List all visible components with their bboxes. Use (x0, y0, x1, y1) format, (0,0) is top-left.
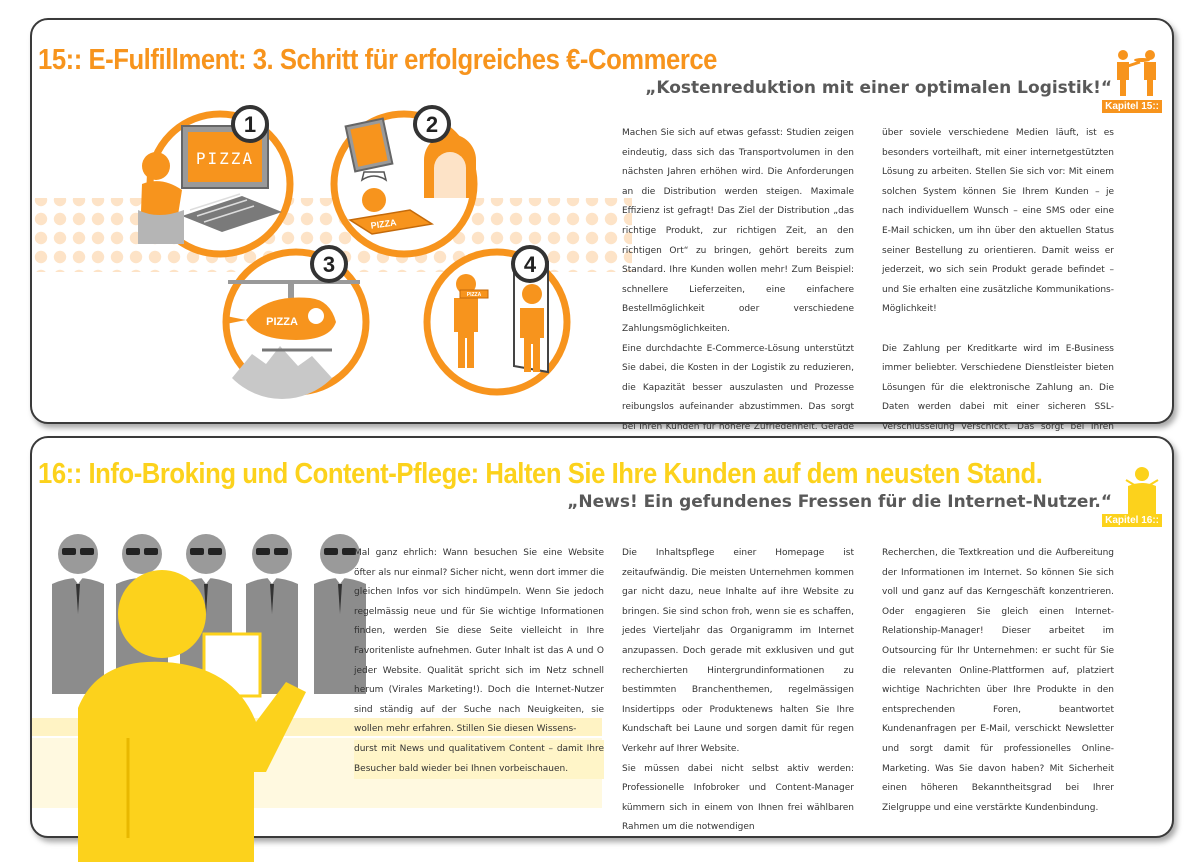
highlighted-paragraph: durst mit News und qualitativem Content – damit Ihre Besucher bald wieder bei Ihnen vorbeischauen. (354, 740, 604, 779)
reading-person-icon (1124, 466, 1160, 516)
door-pizza-label: PIZZA (466, 292, 482, 298)
chapter-16-label: Kapitel 16:: (1102, 514, 1162, 527)
chapter-15-panel (30, 18, 1174, 432)
chapter-16-quote: „News! Ein gefundenes Fressen für die Internet-Nutzer.“ (567, 492, 1112, 512)
paragraph: Sie müssen dabei nicht selbst aktiv werden: Professionelle Infobroker und Content-Manager kümmern sich in einem von Ihnen frei wählbaren Rahmen um die notwendigen (622, 763, 854, 833)
chapter-15-quote: „Kostenreduktion mit einer optimalen Logistik!“ (645, 78, 1112, 98)
step-2-number: 2 (425, 112, 439, 137)
process-illustration (32, 20, 632, 422)
step-1-number: 1 (243, 112, 257, 137)
computer-order-icon (138, 114, 290, 254)
paragraph: Recherchen, die Textkreation und die Aufbereitung der Informationen im Internet. So können Sie sich voll und ganz auf das Kerngeschäft konzentrieren. Oder engagieren Sie gleich einen Internet-Relationship-Manager! Dieser arbeitet im Outsourcing für Ihr Unternehmen: er sucht für Sie die relevanten Online-Plattformen auf, platziert wichtige Nachrichten über Ihre Produkte in den entsprechenden Foren, beantwortet Kundenanfragen per E-Mail, verschickt Newsletter und sorgt damit für professionelles Online-Marketing. Was Sie davon haben? Mit Sicherheit einen höheren Bekanntheitsgrad bei Ihrer Zielgruppe und eine verstärkte Kundenbindung. (882, 548, 1114, 813)
pizza-screen-label: PIZZA (195, 149, 255, 168)
step-3-number: 3 (322, 252, 336, 277)
paragraph: über soviele verschiedene Medien läuft, ist es besonders vorteilhaft, mit einer internetgestützten Lösung zu arbeiten. Stellen Sie sich vor: Mit einem solchen System können Sie Ihrem Kunden – je nach individuellem Wunsch – eine SMS oder eine E-Mail schicken, um ihn über den aktuellen Status seiner Bestellung zu orientieren. Damit weiss er jederzeit, wo sich sein Produkt gerade befindet – und Sie erhalten eine zusätzliche Kommunikations-Möglichkeit! (882, 128, 1114, 315)
chapter-15-label: Kapitel 15:: (1102, 100, 1162, 113)
chapter-16-column-2 (622, 544, 854, 838)
paragraph: Eine durchdachte E-Commerce-Lösung unterstützt Sie dabei, die Kosten in der Logistik zu reduzieren, die Kapazität besser auszulasten und Prozesse reibungslos aufeinander abzustimmen. Das sorgt bei Ihren Kunden für höhere Zufriedenheit. Gerade (622, 343, 854, 432)
paragraph: Die Zahlung per Kreditkarte wird im E-Business immer beliebter. Verschiedene Dienstleister bieten Lösungen für die elektronische Zahlung an. Die Daten werden dabei mit einer sicheren SSL-Verschlüsselung verschickt. Das sorgt bei Ihren (882, 343, 1114, 432)
pizza-oven-icon (334, 114, 476, 254)
chapter-15-column-1 (622, 124, 854, 457)
paragraph: Die Inhaltspflege einer Homepage ist zeitaufwändig. Die meisten Unternehmen kommen gar nicht dazu, neue Inhalte auf ihre Website zu bringen. Sie sind schon froh, wenn sie es schaffen, jedes Vierteljahr das Organigramm im Internet anzupassen. Doch gerade mit exklusiven und gut recherchierten Hintergrundinformationen zu bestimmten Branchenthemen, regelmässigen Insidertipps oder Produktenews halten Sie Ihre Kundschaft bei Laune und sorgen damit für regen Verkehr auf Ihrer Website. (622, 548, 854, 754)
chapter-16-column-3 (882, 544, 1114, 818)
waiter-serving-icon (1112, 48, 1160, 100)
step-4-number: 4 (523, 252, 537, 277)
chapter-16-title: 16:: Info-Broking und Content-Pflege: Halten Sie Ihre Kunden auf dem neusten Stand. (38, 458, 1043, 490)
pizza-box-label: PIZZA (370, 217, 398, 231)
paragraph: Mal ganz ehrlich: Wann besuchen Sie eine Website öfter als nur einmal? Sicher nicht, wenn dort immer die gleichen Infos vor sich hindümpeln. Wenn Sie jedoch regelmässig neue und für Sie wichtige Informationen finden, werden Sie diese Seite vielleicht in Ihre Favoritenliste aufnehmen. Guter Inhalt ist das A und O jeder Website. Qualität spricht sich im Netz schnell herum (Virales Marketing!). Doch die Internet-Nutzer sind ständig auf der Suche nach Neuigkeiten, sie wollen mehr erfahren. Stillen Sie diesen Wissens- (354, 548, 604, 735)
helicopter-label: PIZZA (266, 316, 298, 328)
chapter-15-title: 15:: E-Fulfillment: 3. Schritt für erfolgreiches €-Commerce (38, 44, 717, 76)
chapter-16-column-1 (354, 544, 604, 779)
paragraph: Machen Sie sich auf etwas gefasst: Studien zeigen eindeutig, dass sich das Transportvolumen in den nächsten Jahren erhöhen wird. Die Anforderungen an die Distribution werden steigen. Maximale Effizienz ist gefragt! Das Ziel der Distribution „das richtige Produkt, zur richtigen Zeit, an den richtigen Ort“ zu bringen, gehört bereits zum Standard. Ihre Kunden wollen mehr! Zum Beispiel: schnellere Lieferzeiten, eine einfachere Bestellmöglichkeit oder verschiedene Zahlungsmöglichkeiten. (622, 128, 854, 334)
chapter-16-panel (30, 436, 1174, 838)
chapter-15-column-2 (882, 124, 1114, 457)
